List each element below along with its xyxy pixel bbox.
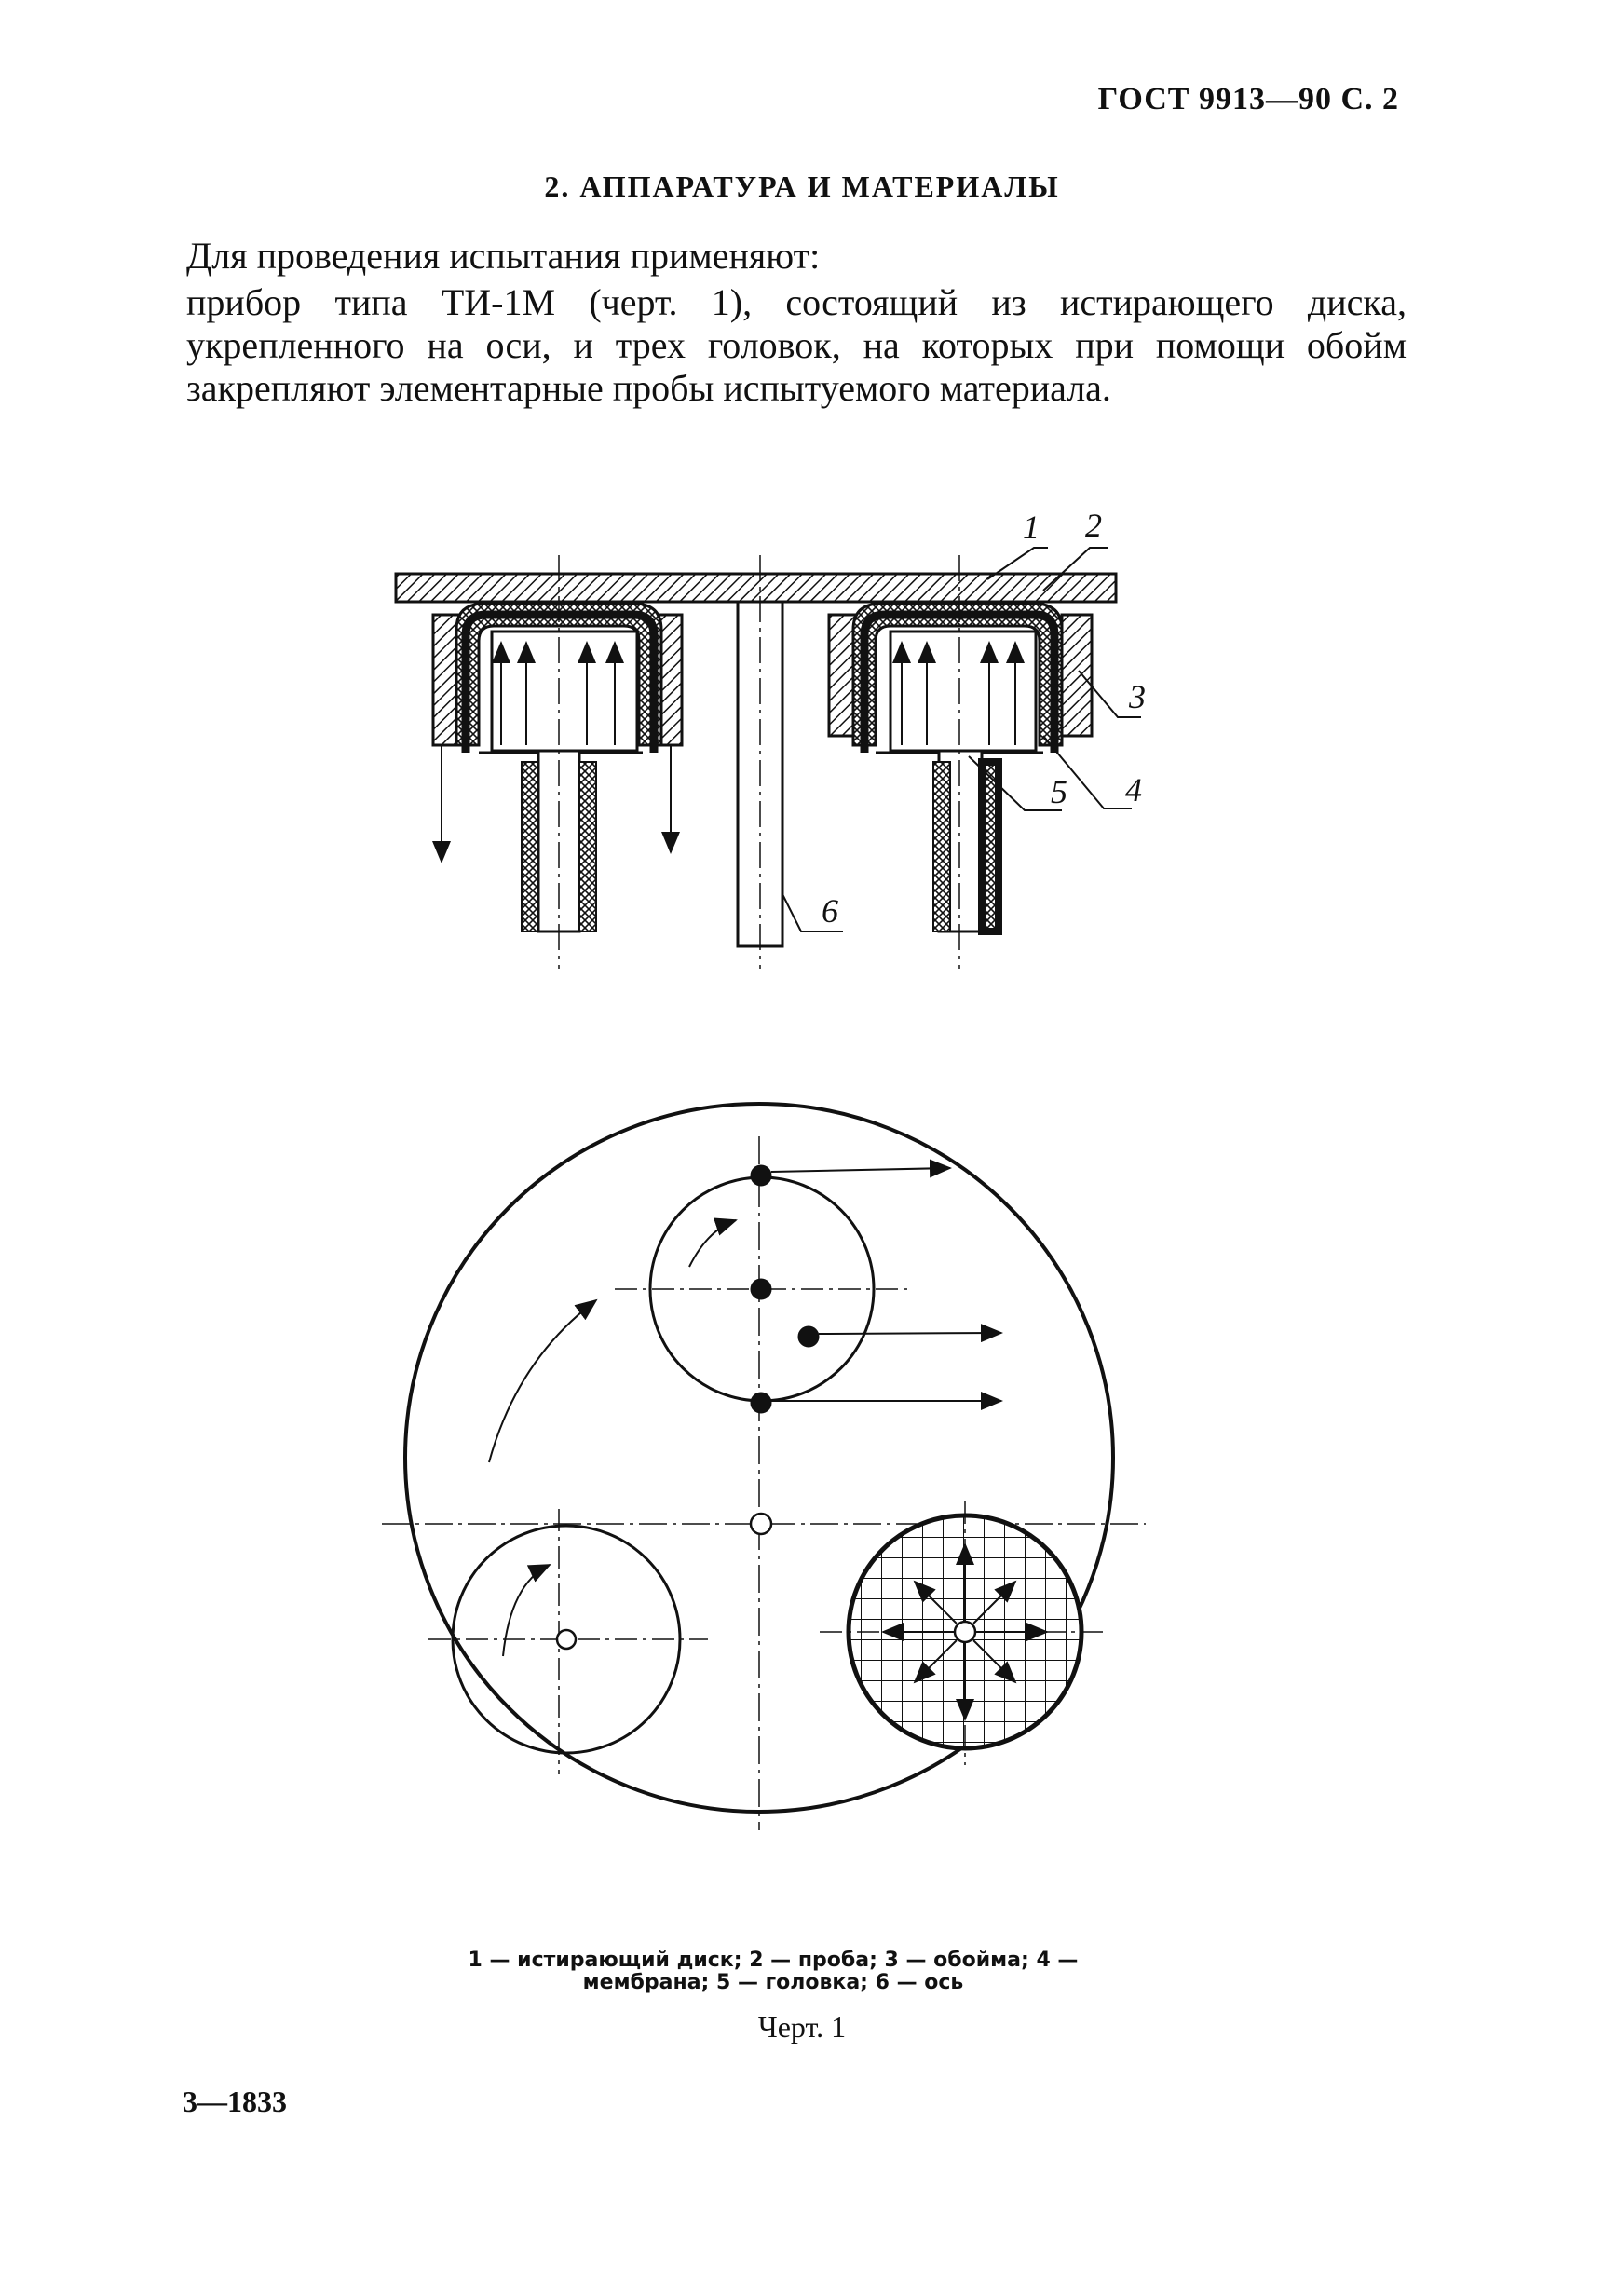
head-right [829,555,1092,969]
figure-title: Черт. 1 [757,2010,847,2044]
caption-line-1: 1 — истирающий диск; 2 — проба; 3 — обойма; 4 — [468,1949,1079,1972]
figure-label-6: 6 [822,892,838,930]
figure-label-1: 1 [1023,509,1040,546]
paragraph-device: прибор типа ТИ-1М (черт. 1), состоящий из истирающего диска, укрепленного на оси, и трех головок, на которых при помощи обойм закрепляют элементарные пробы испытуемого материала. [186,281,1407,409]
abrasive-disk [396,574,1116,602]
page-footer-code: 3—1833 [183,2085,287,2118]
section-view [396,548,1141,969]
paragraph-intro: Для проведения испытания применяют: [186,235,821,277]
figure-label-5: 5 [1051,773,1067,810]
document-header: ГОСТ 9913—90 С. 2 [1097,82,1399,116]
plan-view [382,1104,1146,1830]
caption-line-2: мембрана; 5 — головка; 6 — ось [582,1971,964,1994]
figure-label-2: 2 [1085,507,1102,544]
section-title: 2. АППАРАТУРА И МАТЕРИАЛЫ [544,170,1060,203]
figure-label-3: 3 [1129,678,1146,715]
figure-label-4: 4 [1125,771,1142,808]
figure-caption [354,1950,1192,1994]
head-left [433,555,682,969]
